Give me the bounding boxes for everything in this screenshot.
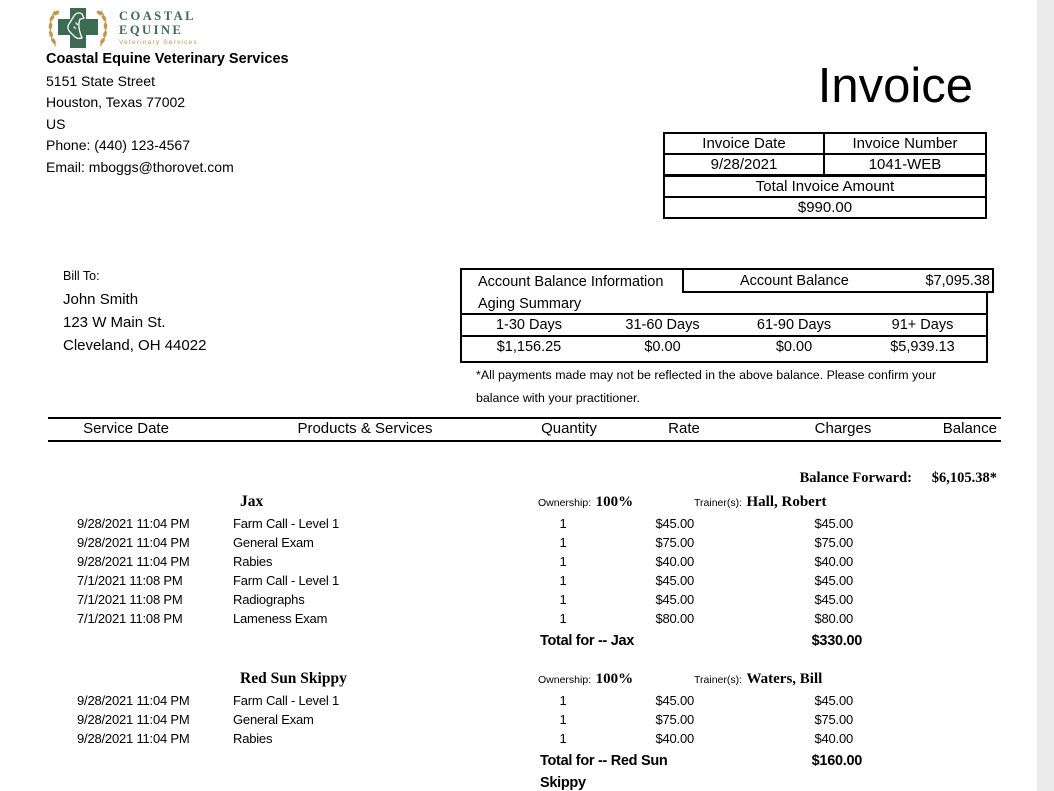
bill-to-block [63,269,206,357]
aging-column-value: $0.00 [644,339,681,355]
charge-value: $45.00 [814,592,853,607]
company-address-line2: Houston, Texas 77002 [46,94,186,111]
line-item-row [0,712,1037,731]
quantity-value: 1 [559,592,567,607]
header-quantity: Quantity [541,420,597,437]
bill-to-address2: Cleveland, OH 44022 [63,337,207,354]
balance-forward-value: $6,105.38* [931,470,997,486]
rate-value: $40.00 [655,554,694,569]
header-rate: Rate [668,420,700,437]
aging-column-header: 31-60 Days [625,317,700,333]
service-date-value: 9/28/2021 11:04 PM [77,693,190,708]
header-products-services: Products & Services [297,420,433,437]
quantity-value: 1 [559,712,567,727]
charge-value: $45.00 [814,693,853,708]
product-name: Rabies [233,554,273,569]
aging-header-row [462,315,986,337]
ownership-value: 100% [595,494,634,510]
header-service-date: Service Date [83,420,169,437]
service-date-value: 9/28/2021 11:04 PM [77,516,190,531]
aging-column-header: 91+ Days [891,317,954,333]
rate-value: $45.00 [655,693,694,708]
ownership-label: Ownership: [538,497,592,509]
quantity-value: 1 [559,693,567,708]
quantity-value: 1 [559,573,567,588]
company-phone: Phone: (440) 123-4567 [46,137,190,154]
invoice-total-value: $990.00 [664,197,986,218]
animal-name: Red Sun Skippy [240,670,347,687]
quantity-value: 1 [559,516,567,531]
invoice-number-value: 1041-WEB [824,154,986,176]
ownership-block [538,670,633,688]
laurel-left-icon [49,10,59,46]
invoice-date-value: 9/28/2021 [664,154,824,176]
aging-column-value: $0.00 [775,339,813,355]
quantity-value: 1 [559,535,567,550]
invoice-info-table [663,132,987,219]
aging-summary-label: Aging Summary [478,296,582,312]
account-balance-table [460,268,988,363]
ownership-value: 100% [595,671,634,687]
line-item-row [0,516,1037,535]
product-name: General Exam [233,712,314,727]
table-rule-top [48,417,1001,419]
bill-to-label: Bill To: [63,269,100,283]
service-date-value: 9/28/2021 11:04 PM [77,712,190,727]
balance-footnote: *All payments made may not be reflected in the above balance. Please confirm your balance with your practitioner. [476,368,937,405]
animal-total-value: $330.00 [811,633,862,649]
balance-forward-row [0,470,1037,489]
invoice-date-label: Invoice Date [664,133,824,154]
line-item-row [0,573,1037,592]
laurel-right-icon [97,10,107,46]
header-charges: Charges [814,420,872,437]
document-title: Invoice [817,59,973,113]
charge-value: $45.00 [814,516,853,531]
quantity-value: 1 [559,554,567,569]
service-date-value: 7/1/2021 11:08 PM [77,592,183,607]
header-balance: Balance [942,420,997,437]
invoice-number-label: Invoice Number [824,133,986,154]
trainer-name: Hall, Robert [746,494,827,510]
product-name: Lameness Exam [233,611,328,626]
account-balance-label: Account Balance [740,272,849,289]
trainer-label: Trainer(s): [694,674,743,686]
account-balance-info-label: Account Balance Information [478,274,664,290]
company-logo [46,6,198,50]
line-item-row [0,693,1037,712]
animal-line-items [0,693,1037,750]
charge-value: $45.00 [814,573,853,588]
line-item-row [0,592,1037,611]
rate-value: $80.00 [655,611,694,626]
charge-value: $40.00 [814,731,853,746]
items-table-header [0,420,1037,438]
aging-column-header: 61-90 Days [756,317,832,333]
aging-column-header: 1-30 Days [495,317,563,333]
table-rule-bottom [48,440,1001,442]
company-info [46,51,289,178]
medical-cross-shape [58,8,98,48]
animal-name: Jax [240,493,264,510]
rate-value: $75.00 [655,535,694,550]
rate-value: $45.00 [655,592,694,607]
invoice-total-label: Total Invoice Amount [664,176,986,198]
line-item-row [0,554,1037,573]
animal-line-items [0,516,1037,630]
logo-name-line2: EQUINE [119,22,184,37]
line-item-row [0,611,1037,630]
logo-tagline: Veterinary Services [119,39,198,46]
charge-value: $80.00 [814,611,853,626]
company-address-line1: 5151 State Street [46,73,155,89]
animal-total-label: Total for -- Red Sun Skippy [540,753,668,791]
quantity-value: 1 [559,731,567,746]
animal-total-value: $160.00 [811,753,862,769]
rate-value: $45.00 [655,516,694,531]
animal-total-row [0,630,1037,652]
animal-total-row [0,750,1037,791]
animal-total-label: Total for -- Jax [540,633,635,649]
page-gutter [1037,0,1054,791]
aging-summary-row [462,294,986,315]
animal-groups [0,493,1037,791]
animal-header-row [0,493,1037,514]
service-date-value: 9/28/2021 11:04 PM [77,731,190,746]
aging-values-row [462,337,986,357]
line-item-row [0,731,1037,750]
rate-value: $45.00 [655,573,694,588]
service-date-value: 7/1/2021 11:08 PM [77,573,183,588]
trainer-block [694,493,826,511]
logo-wordmark [119,6,198,46]
items-section [0,450,1037,791]
animal-section [0,670,1037,791]
product-name: Farm Call - Level 1 [233,516,340,531]
service-date-value: 9/28/2021 11:04 PM [77,554,190,569]
aging-column-value: $1,156.25 [496,339,562,355]
charge-value: $75.00 [814,535,853,550]
charge-value: $40.00 [814,554,853,569]
line-item-row [0,535,1037,554]
horse-cross-logo-icon [46,6,110,50]
account-balance-cell [682,268,994,293]
trainer-label: Trainer(s): [694,497,743,509]
company-email: Email: mboggs@thorovet.com [46,158,234,175]
account-balance-value: $7,095.38 [925,272,990,289]
balance-forward-label: Balance Forward: [799,470,912,486]
bill-to-name: John Smith [63,291,139,308]
product-name: General Exam [233,535,314,550]
product-name: Farm Call - Level 1 [233,693,340,708]
product-name: Farm Call - Level 1 [233,573,340,588]
rate-value: $40.00 [655,731,694,746]
service-date-value: 9/28/2021 11:04 PM [77,535,190,550]
ownership-block [538,493,633,511]
logo-name-line1: COASTAL [119,9,197,23]
company-country: US [46,115,66,132]
trainer-name: Waters, Bill [746,671,823,687]
charge-value: $75.00 [814,712,853,727]
trainer-block [694,670,822,688]
product-name: Radiographs [233,592,305,607]
animal-section [0,493,1037,652]
product-name: Rabies [233,731,273,746]
service-date-value: 7/1/2021 11:08 PM [77,611,183,626]
ownership-label: Ownership: [538,674,592,686]
rate-value: $75.00 [655,712,694,727]
animal-header-row [0,670,1037,691]
aging-column-value: $5,939.13 [890,339,955,355]
quantity-value: 1 [559,611,567,626]
bill-to-address1: 123 W Main St. [63,314,166,331]
company-name: Coastal Equine Veterinary Services [46,51,289,67]
